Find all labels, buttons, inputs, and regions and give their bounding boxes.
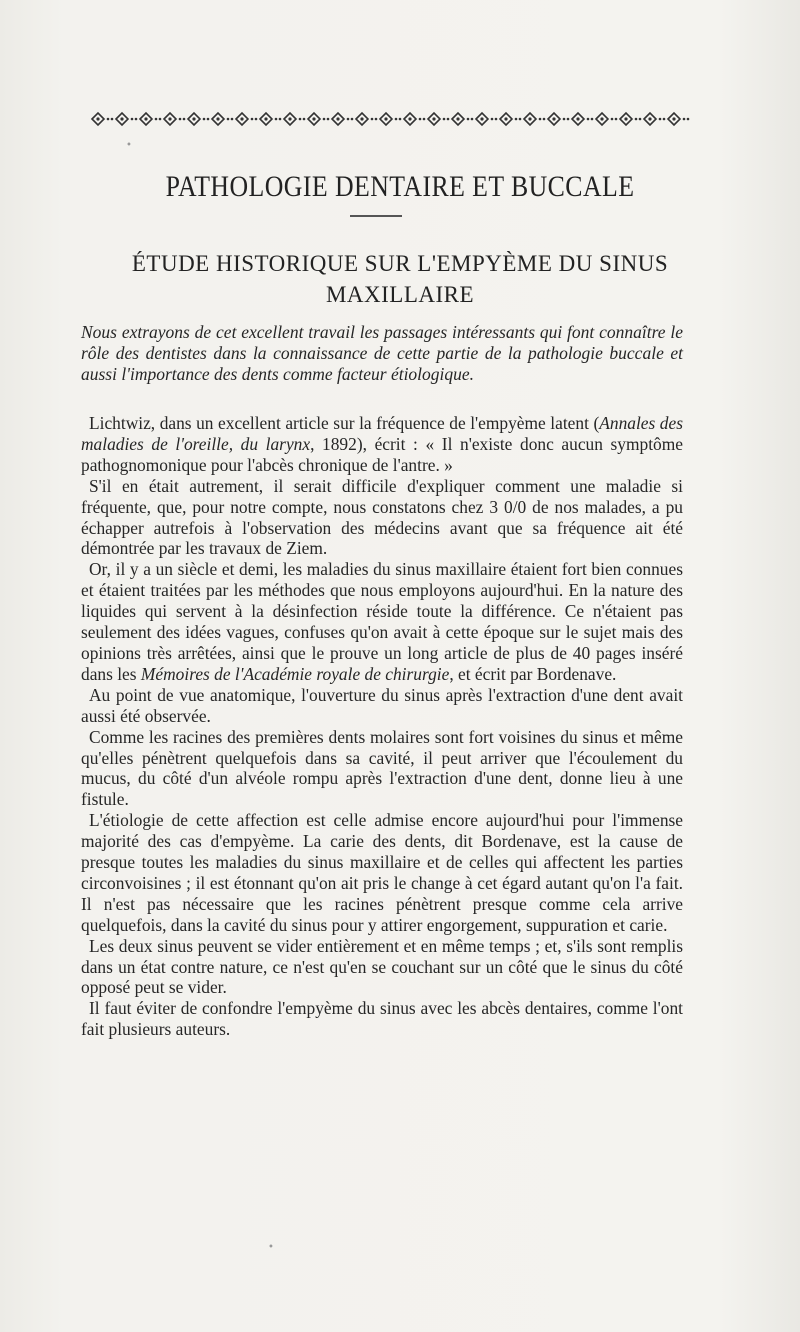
- ornament-band-icon: [86, 108, 691, 130]
- paragraph-5: Comme les racines des premières dents molaires sont fort voisines du sinus et même qu'elles pénètrent quelquefois dans sa cavité, il peut arriver que l'écoulement du mucus, du côté d'un alvéole rompu après l'extraction d'une dent, donne lieu à une fistule.: [81, 726, 683, 810]
- paragraph-1-text-b: , 1892), écrit : « Il n'existe donc aucun symptôme pathognomonique pour l'abcès chronique de l'antre. »: [81, 433, 683, 475]
- speck-mark: •: [126, 140, 132, 151]
- speck-mark: •: [268, 1242, 274, 1253]
- citation-memoires: Mémoires de l'Académie royale de chirurgie: [140, 663, 450, 684]
- paragraph-3-text-a: Or, il y a un siècle et demi, les maladies du sinus maxillaire étaient fort bien connues et étaient traitées par les méthodes que nous employons aujourd'hui. En la nature des liquides qui servent à la désinfection réside toute la différence. Ce n'étaient pas seulement des idées vagues, confuses qu'on avait à cette époque sur le sujet mais des opinions très arrêtées, ainsi que le prouve un long article de plus de 40 pages inséré dans les: [81, 559, 683, 684]
- paragraph-4: Au point de vue anatomique, l'ouverture du sinus après l'extraction d'une dent avait aussi été observée.: [81, 684, 683, 726]
- article-body: [81, 413, 683, 1040]
- paragraph-6: L'étiologie de cette affection est celle admise encore aujourd'hui pour l'immense majorité des cas d'empyème. La carie des dents, dit Bordenave, est la cause de presque toutes les maladies du sinus maxillaire et de celles qui affectent les parties circonvoisines ; il est étonnant qu'on ait pris le change à cet égard autant qu'on l'a fait. Il n'est pas nécessaire que les racines pénètrent presque comme cela arrive quelquefois, dans la cavité du sinus pour y attirer engorgement, suppuration et carie.: [81, 810, 683, 935]
- article-title-line-1: ÉTUDE HISTORIQUE SUR L'EMPYÈME DU SINUS: [131, 251, 669, 276]
- paragraph-3: [81, 559, 683, 684]
- article-title-line-2: MAXILLAIRE: [325, 282, 475, 307]
- paragraph-1: [81, 413, 683, 476]
- citation-annales: Annales des maladies de l'oreille, du larynx: [81, 413, 683, 454]
- intro-paragraph: Nous extrayons de cet excellent travail les passages intéressants qui font connaître le rôle des dentistes dans la connaissance de cette partie de la pathologie buccale et aussi l'importance des dents comme facteur étiologique.: [81, 322, 683, 384]
- paragraph-7: Les deux sinus peuvent se vider entièrement et en même temps ; et, s'ils sont remplis dans un état contre nature, ce n'est qu'en se couchant sur un côté que le sinus du côté opposé peut se vider.: [81, 935, 683, 998]
- paragraph-3-text-b: , et écrit par Bordenave.: [449, 663, 617, 684]
- paragraph-8: Il faut éviter de confondre l'empyème du sinus avec les abcès dentaires, comme l'ont fait plusieurs auteurs.: [81, 998, 683, 1040]
- paragraph-2: S'il en était autrement, il serait difficile d'expliquer comment une maladie si fréquente, que, pour notre compte, nous constatons chez 3 0/0 de nos malades, a pu échapper autrefois à l'observation des médecins avant que sa fréquence ait été démontrée par les travaux de Ziem.: [81, 475, 683, 559]
- paragraph-1-text-a: Lichtwiz, dans un excellent article sur la fréquence de l'empyème latent (: [89, 413, 600, 433]
- title-divider: [350, 215, 402, 217]
- page-title: PATHOLOGIE DENTAIRE ET BUCCALE: [165, 170, 635, 203]
